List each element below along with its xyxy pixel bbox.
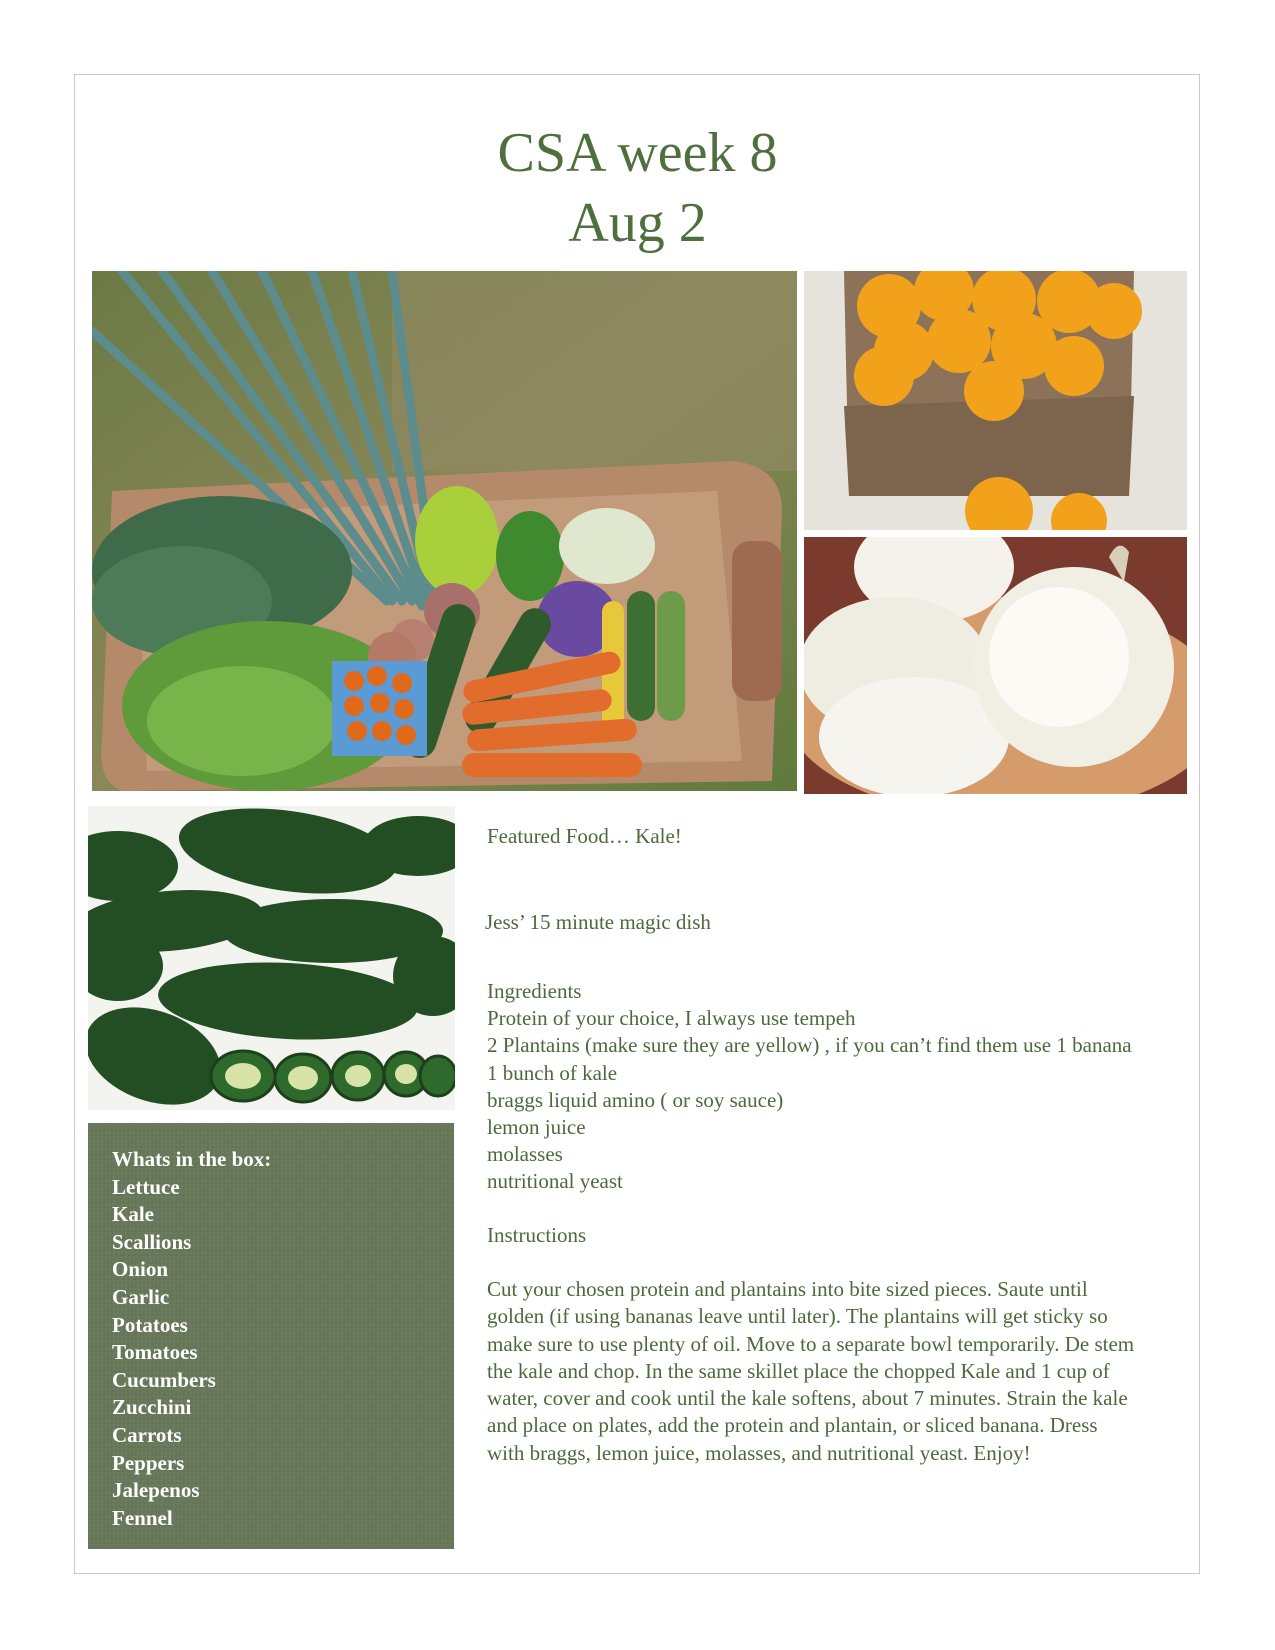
box-item: Cucumbers bbox=[112, 1367, 216, 1392]
jalapeno-peppers-photo bbox=[88, 806, 455, 1110]
ingredient-item: lemon juice bbox=[487, 1115, 586, 1140]
box-item: Peppers bbox=[112, 1450, 185, 1475]
whats-in-the-box-panel bbox=[88, 1123, 454, 1549]
title-line-week: CSA week 8 bbox=[497, 122, 778, 184]
instructions-heading: Instructions bbox=[487, 1223, 587, 1247]
box-item: Fennel bbox=[112, 1505, 173, 1530]
box-item: Lettuce bbox=[112, 1174, 180, 1199]
ingredient-item: nutritional yeast bbox=[487, 1169, 623, 1194]
box-item: Jalepenos bbox=[112, 1478, 200, 1503]
box-item: Garlic bbox=[112, 1284, 170, 1309]
instructions-line: golden (if using bananas leave until later). The plantains will get sticky so bbox=[487, 1304, 1108, 1329]
box-item: Scallions bbox=[112, 1229, 192, 1254]
page-title bbox=[0, 118, 1275, 258]
instructions-line: Cut your chosen protein and plantains into bite sized pieces. Saute until bbox=[487, 1277, 1088, 1301]
box-item: Potatoes bbox=[112, 1312, 188, 1337]
instructions-line: the kale and chop. In the same skillet place the chopped Kale and 1 cup of bbox=[487, 1358, 1110, 1383]
instructions-line: and place on plates, add the protein and plantain, or sliced banana. Dress bbox=[487, 1413, 1098, 1438]
box-heading: Whats in the box: bbox=[112, 1147, 272, 1171]
instructions-line: with braggs, lemon juice, molasses, and nutritional yeast. Enjoy! bbox=[487, 1440, 1031, 1465]
ingredient-item: braggs liquid amino ( or soy sauce) bbox=[487, 1087, 784, 1112]
white-onions-photo bbox=[804, 537, 1187, 794]
ingredient-item: molasses bbox=[487, 1142, 563, 1167]
title-line-date: Aug 2 bbox=[568, 192, 707, 254]
ingredient-item: Protein of your choice, I always use tempeh bbox=[487, 1006, 856, 1031]
ingredients-section bbox=[487, 978, 1132, 1196]
box-item: Zucchini bbox=[112, 1395, 192, 1420]
instructions-body bbox=[487, 1276, 1207, 1467]
ingredient-item: 1 bunch of kale bbox=[487, 1060, 618, 1085]
yellow-tomatoes-photo bbox=[804, 271, 1187, 530]
box-item: Onion bbox=[112, 1257, 169, 1282]
featured-food: Featured Food… Kale! bbox=[487, 824, 682, 848]
instructions-line: make sure to use plenty of oil. Move to a separate bowl temporarily. De stem bbox=[487, 1331, 1135, 1356]
box-item: Tomatoes bbox=[112, 1340, 198, 1365]
ingredients-heading: Ingredients bbox=[487, 979, 582, 1003]
box-item: Kale bbox=[112, 1202, 154, 1227]
recipe-title: Jess’ 15 minute magic dish bbox=[485, 910, 711, 934]
vegetable-basket-photo bbox=[92, 271, 797, 791]
box-item: Carrots bbox=[112, 1422, 182, 1447]
ingredient-item: 2 Plantains (make sure they are yellow) , if you can’t find them use 1 banana bbox=[487, 1033, 1132, 1058]
instructions-line: water, cover and cook until the kale softens, about 7 minutes. Strain the kale bbox=[487, 1386, 1128, 1411]
